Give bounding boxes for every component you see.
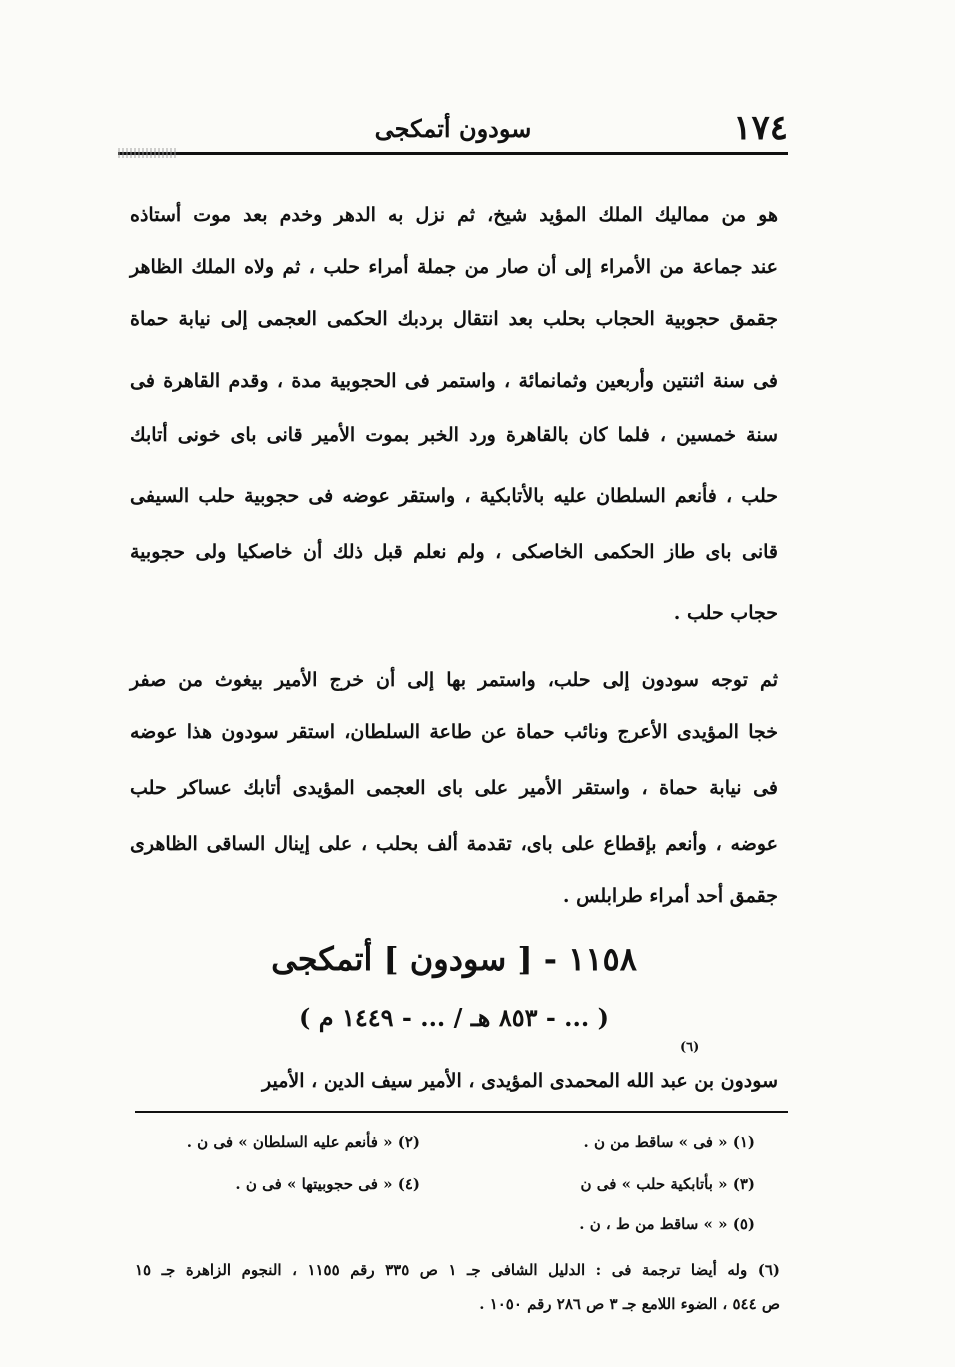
text-line: سنة خمسين ، فلما كان بالقاهرة ورد الخبر بموت الأمير قانى باى خونى أتابك <box>130 424 778 446</box>
text-line: حجاب حلب . <box>673 602 778 624</box>
text-line: خجا المؤيدى الأعرج ونائب حماة عن طاعة السلطان، استقر سودون هذا عوضه <box>130 721 778 743</box>
page-number: ١٧٤ <box>733 108 788 148</box>
text-line: هو من مماليك الملك المؤيد شيخ، ثم نزل به الدهر وخدم بعد موت أستاذه <box>130 204 778 226</box>
running-title: سودون أتمكجى <box>374 114 532 143</box>
text-line: ثم توجه سودون إلى حلب، واستمر بها إلى أن خرج الأمير بيغوث من صفر <box>130 669 778 691</box>
text-line: فى نيابة حماة ، واستقر الأمير على باى العجمى المؤيدى أتابك عساكر حلب <box>130 777 778 799</box>
header-rule-ornament <box>118 148 178 158</box>
text-line: جقمق حجوبية الحجاب بحلب بعد انتقال بردبك الحكمى العجمى إلى نيابة حماة <box>130 308 778 330</box>
text-line: فى سنة اثنتين وأربعين وثمانمائة ، واستمر فى الحجوبية مدة ، وقدم القاهرة فى <box>130 370 778 392</box>
footnote-6-line: ص ٥٤٤ ، الضوء اللامع جـ ٣ ص ٢٨٦ رقم ١٠٥٠ . <box>479 1295 780 1313</box>
footnote-2: (٢) « فأنعم عليه السلطان » فى ن . <box>186 1133 420 1151</box>
footnote-4: (٤) « فى حجوبيتها » فى ن . <box>235 1175 420 1193</box>
text-line: سودون بن عبد الله المحمدى المؤيدى ، الأمير سيف الدين ، الأمير <box>262 1070 778 1092</box>
footnote-rule <box>135 1111 788 1113</box>
footnote-1: (١) « فى » ساقط من ن . <box>583 1133 755 1151</box>
text-line: جقمق أحد أمراء طرابلس . <box>562 885 778 907</box>
entry-dates: ( ... - ٨٥٣ هـ / ... - ١٤٤٩ م ) <box>299 1003 609 1032</box>
text-line: عند جماعة من الأمراء إلى أن صار من جملة أمراء حلب ، ثم ولاه الملك الظاهر <box>130 256 778 278</box>
header-rule <box>118 152 788 155</box>
running-header <box>118 100 788 160</box>
footnote-3: (٣) « بأتابكية حلب » فى ن <box>580 1175 755 1193</box>
text-line: قانى باى طاز الحكمى الخاصكى ، ولم نعلم قبل ذلك أن خاصكيا ولى حجوبية <box>130 541 778 563</box>
footnote-6-line: (٦) وله أيضا ترجمة فى : الدليل الشافى جـ ١ ص ٣٣٥ رقم ١١٥٥ ، النجوم الزاهرة جـ ١٥ <box>135 1261 780 1279</box>
footnote-5: (٥) « » ساقط من ط ، ن . <box>579 1215 755 1233</box>
entry-heading: ١١٥٨ - [ سودون ] أتمكجى <box>271 940 637 978</box>
text-line: حلب ، فأنعم السلطان عليه بالأتابكية ، واستقر عوضه فى حجوبية حلب السيفى <box>130 485 778 507</box>
text-line: عوضه ، وأنعم بإقطاع على باى، تقدمة ألف بحلب ، على إينال الساقى الظاهرى <box>130 833 778 855</box>
footnote-marker: (٦) <box>680 1040 700 1055</box>
